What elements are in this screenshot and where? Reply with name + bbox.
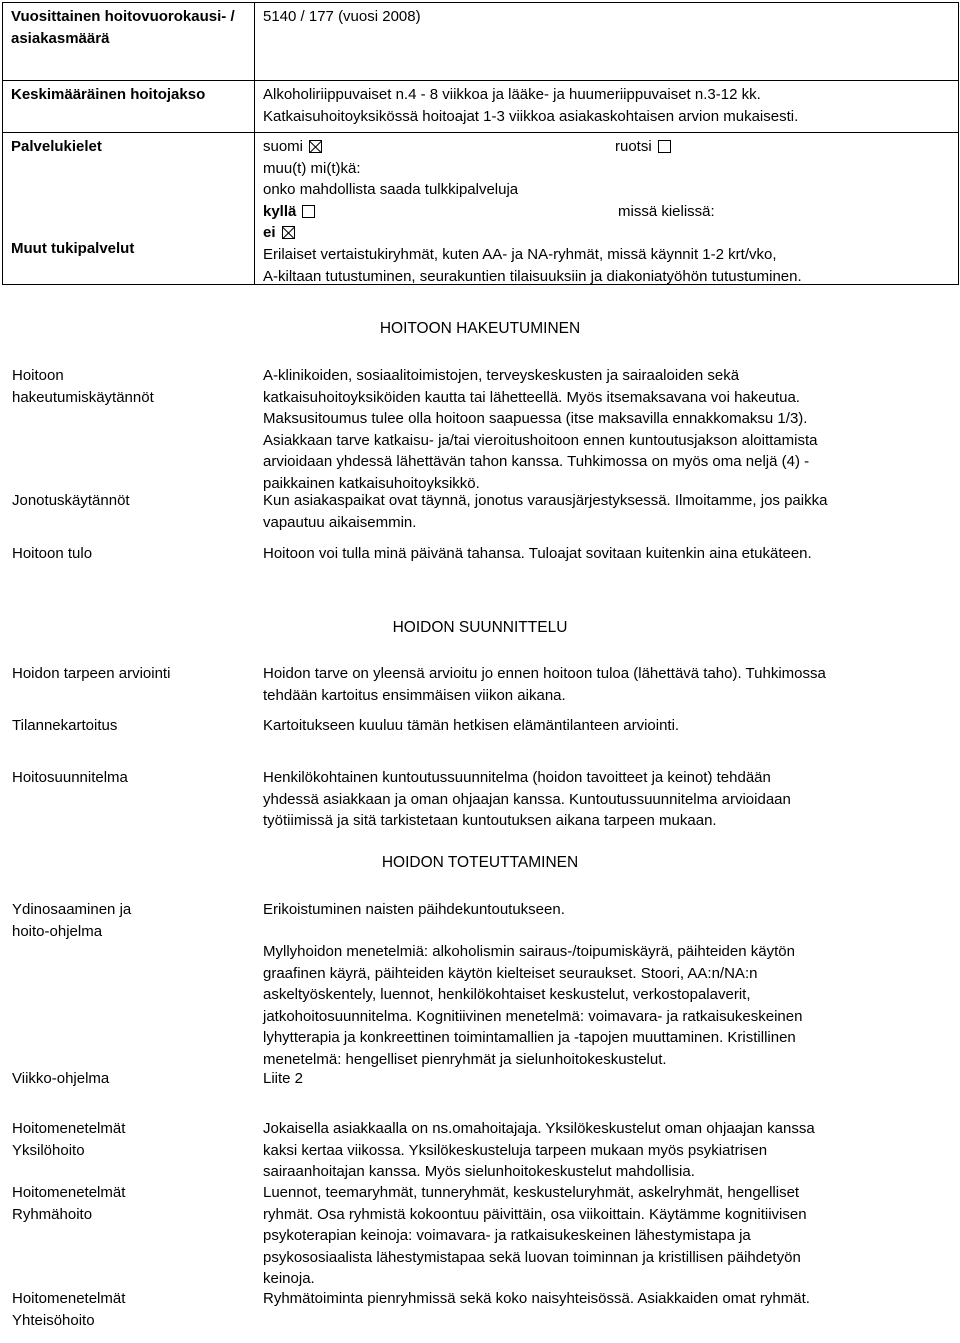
table-row (3, 133, 959, 285)
text-tilannekartoitus: Kartoitukseen kuuluu tämän hetkisen elämäntilanteen arviointi. (263, 717, 680, 734)
label-viikko-ohjelma: Viikko-ohjelma (12, 1070, 110, 1087)
kylla-checkbox[interactable] (302, 205, 315, 218)
palvelukielet-label: Palvelukielet (11, 138, 102, 155)
text-yksilohoito: Jokaisella asiakkaalla on ns.omahoitajaja. Yksilökeskustelut oman ohjaajan kanssa kaksi kertaa viikossa. Yksilökeskusteluja tarpeen mukaan myös psykiatrisen sairaanhoitajan kanssa. Myös sielunhoitokeskustelut mahdollisia. (263, 1120, 815, 1180)
label-jonotuskaytannot: Jonotuskäytännöt (12, 492, 130, 509)
text-ryhmahoito: Luennot, teemaryhmät, tunneryhmät, keskusteluryhmät, askelryhmät, hengelliset ryhmät. Osa ryhmistä kokoontuu päivittäin, osa viikoittain. Käytämme kognitiivisen psykoterapian keinoja: voimavara- ja ratkaisukeskeinen lähestymistapa ja psykososiaalista lähestymistapaa sekä luovan toiminnan ja kristillisen päihdetyön keinoja. (263, 1184, 807, 1287)
label-ryhmahoito: Hoitomenetelmät Ryhmähoito (12, 1184, 126, 1223)
label-tilannekartoitus: Tilannekartoitus (12, 717, 118, 734)
row-value (255, 133, 959, 285)
value-line: Katkaisuhoitoyksikössä hoitoajat 1-3 viikkoa asiakaskohtaisen arvion mukaisesti. (263, 107, 799, 125)
tulkki-label: onko mahdollista saada tulkkipalveluja (263, 181, 519, 198)
suomi-checkbox[interactable] (309, 140, 322, 153)
text-yhteisohoito: Ryhmätoiminta pienryhmissä sekä koko naisyhteisössä. Asiakkaiden omat ryhmät. (263, 1290, 810, 1307)
text-hoito-ohjelma: Myllyhoidon menetelmiä: alkoholismin sairaus-/toipumiskäyrä, päihteiden käytön graafinen käyrä, päihteiden käytön kielteiset seuraukset. Stoori, AA:n/NA:n askeltyöskentely, luennot, henkilökohtaiset keskustelut, verkostopalaverit, jatkohoitosuunnitelma. Kognitiivinen menetelmä: voimavara- ja ratkaisukeskeinen lyhytterapia ja konkreettinen toimintamallien ja -tapojen muuttaminen. Kristillinen menetelmä: hengelliset pienryhmät ja sielunhoitokeskustelut. (263, 943, 803, 1068)
text-hakeutumiskaytannot: A-klinikoiden, sosiaalitoimistojen, terveyskeskusten ja sairaaloiden sekä katkaisuhoitoyksiköiden kautta tai lähetteellä. Myös itsemaksavana voi hakeutua. Maksusitoumus tulee olla hoitoon saapuessa (itse maksavilla ennakkomaksu 1/3). Asiakkaan tarve katkaisu- ja/tai vieroitushoitoon ennen kuntoutusjakson aloittamista arvioidaan yhdessä lähettävän tahon kanssa. Tuhkimossa on myös oma neljä (4) - paikkainen katkaisuhoitoyksikkö. (263, 367, 818, 492)
label-hoitoon-tulo: Hoitoon tulo (12, 545, 93, 562)
text-jonotuskaytannot: Kun asiakaspaikat ovat täynnä, jonotus varausjärjestyksessä. Ilmoitamme, jos paikka vapautuu aikaisemmin. (263, 492, 828, 531)
label-tarpeen-arviointi: Hoidon tarpeen arviointi (12, 665, 171, 682)
info-table (2, 2, 959, 285)
ruotsi-checkbox[interactable] (658, 140, 671, 153)
tukipalvelut-label: Muut tukipalvelut (11, 240, 135, 257)
label-yksilohoito: Hoitomenetelmät Yksilöhoito (12, 1120, 126, 1159)
suomi-label: suomi (263, 138, 304, 155)
text-ydinosaaminen: Erikoistuminen naisten päihdekuntoutukseen. (263, 901, 565, 918)
kylla-label: kyllä (263, 203, 297, 220)
ei-checkbox[interactable] (282, 226, 295, 239)
row-value (255, 81, 959, 133)
text-hoitoon-tulo: Hoitoon voi tulla minä päivänä tahansa. Tuloajat sovitaan kuitenkin aina etukäteen. (263, 545, 812, 562)
section-heading-hakeutuminen: HOITOON HAKEUTUMINEN (379, 320, 581, 337)
tukipalvelut-line: Erilaiset vertaistukiryhmät, kuten AA- ja NA-ryhmät, missä käynnit 1-2 krt/vko, (263, 246, 777, 263)
value-line: Alkoholiriippuvaiset n.4 - 8 viikkoa ja lääke- ja huumeriippuvaiset n.3-12 kk. (263, 86, 761, 103)
section-heading-toteuttaminen: HOIDON TOTEUTTAMINEN (381, 854, 579, 871)
text-viikko-ohjelma: Liite 2 (263, 1070, 304, 1087)
label-ydinosaaminen: Ydinosaaminen ja hoito-ohjelma (12, 901, 132, 940)
row-label: Keskimääräinen hoitojakso (3, 81, 255, 133)
table-row (3, 3, 959, 81)
row-label (3, 133, 255, 285)
label-hoitosuunnitelma: Hoitosuunnitelma (12, 769, 128, 786)
tukipalvelut-line: A-kiltaan tutustuminen, seurakuntien tilaisuuksiin ja diakoniatyöhön tutustuminen. (263, 267, 802, 285)
section-heading-suunnittelu: HOIDON SUUNNITTELU (392, 619, 568, 636)
ruotsi-label: ruotsi (615, 138, 652, 155)
missa-label: missä kielissä: (618, 203, 715, 220)
table-row (3, 81, 959, 133)
row-label: Vuosittainen hoitovuorokausi- / asiakasmäärä (3, 3, 255, 81)
label-yhteisohoito: Hoitomenetelmät Yhteisöhoito (12, 1290, 126, 1329)
row-value: 5140 / 177 (vuosi 2008) (255, 3, 959, 81)
muut-label: muu(t) mi(t)kä: (263, 160, 361, 177)
label-hakeutumiskaytannot: Hoitoon hakeutumiskäytännöt (12, 367, 154, 406)
ei-label: ei (263, 224, 276, 241)
text-hoitosuunnitelma: Henkilökohtainen kuntoutussuunnitelma (hoidon tavoitteet ja keinot) tehdään yhdessä asiakkaan ja oman ohjaajan kanssa. Kuntoutussuunnitelma arvioidaan työtiimissä ja sitä tarkistetaan kuntoutuksen aikana tarpeen mukaan. (263, 769, 791, 829)
text-tarpeen-arviointi: Hoidon tarve on yleensä arvioitu jo ennen hoitoon tuloa (lähettävä taho). Tuhkimossa tehdään kartoitus ensimmäisen viikon aikana. (263, 665, 826, 704)
